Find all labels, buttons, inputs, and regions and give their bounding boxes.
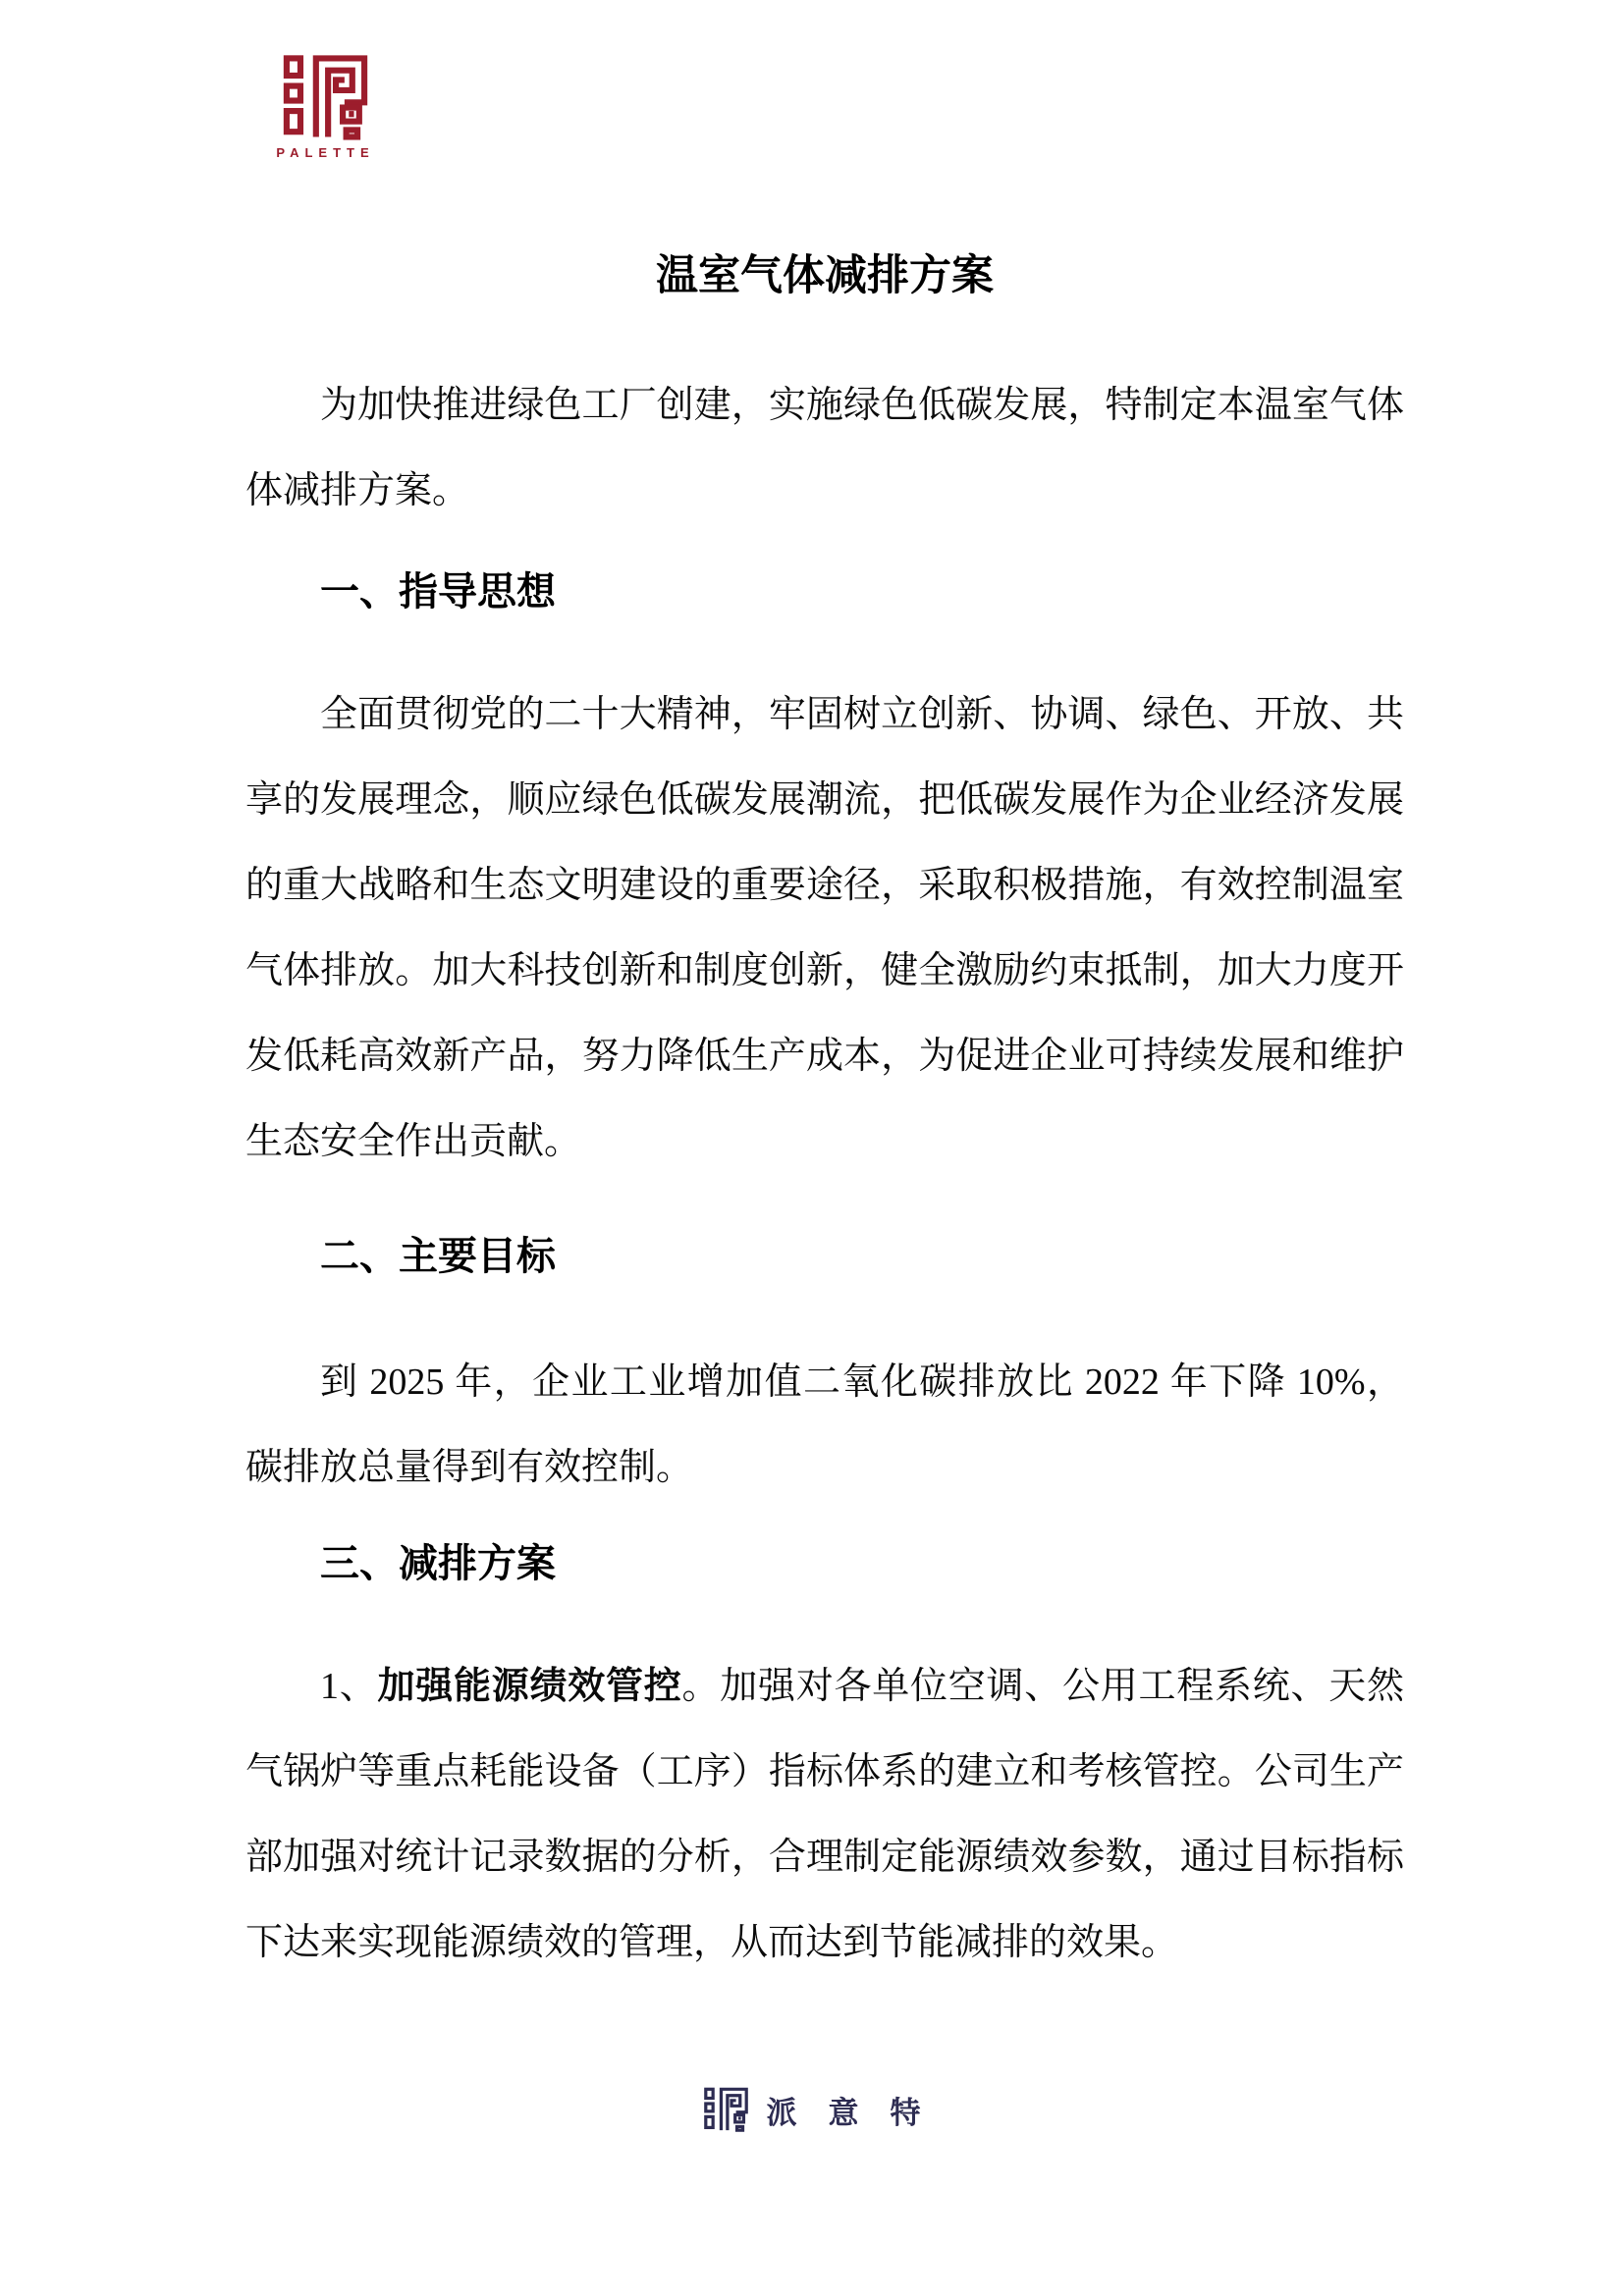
paiyite-logo-icon [704, 2087, 749, 2132]
document-content [245, 0, 1404, 1986]
document-title: 温室气体减排方案 [656, 252, 994, 299]
list-item-number: 1、 [320, 1666, 378, 1707]
paiyite-logo-wordmark: 派意特 [766, 2095, 952, 2130]
section-3-paragraph [245, 1644, 1404, 1986]
section-1-paragraph: 全面贯彻党的二十大精神，牢固树立创新、协调、绿色、开放、共享的发展理念，顺应绿色低碳发展潮流，把低碳发展作为企业经济发展的重大战略和生态文明建设的重要途径，采取积极措施，有效控制温室气体排放。加大科技创新和制度创新，健全激励约束抵制，加大力度开发低耗高效新产品，努力降低生产成本，为促进企业可持续发展和维护生态安全作出贡献。 [245, 694, 1404, 1162]
intro-paragraph: 为加快推进绿色工厂创建，实施绿色低碳发展，特制定本温室气体体减排方案。 [245, 385, 1404, 511]
palette-logo-wordmark: PALETTE [276, 145, 375, 160]
list-item-bold-lead: 加强能源绩效管控 [377, 1666, 682, 1707]
section-2-paragraph: 到 2025 年，企业工业增加值二氧化碳排放比 2022 年下降 10%，碳排放总量得到有效控制。 [245, 1362, 1404, 1488]
paiyite-logo [704, 2087, 952, 2132]
section-1-heading: 一、指导思想 [320, 570, 556, 614]
list-item-text: 。加强对各单位空调、公用工程系统、天然气锅炉等重点耗能设备（工序）指标体系的建立和考核管控。公司生产部加强对统计记录数据的分析，合理制定能源绩效参数，通过目标指标下达来实现能源绩效的管理，从而达到节能减排的效果。 [245, 1666, 1404, 1963]
section-2-heading: 二、主要目标 [320, 1235, 556, 1278]
section-3-heading: 三、减排方案 [320, 1542, 556, 1585]
